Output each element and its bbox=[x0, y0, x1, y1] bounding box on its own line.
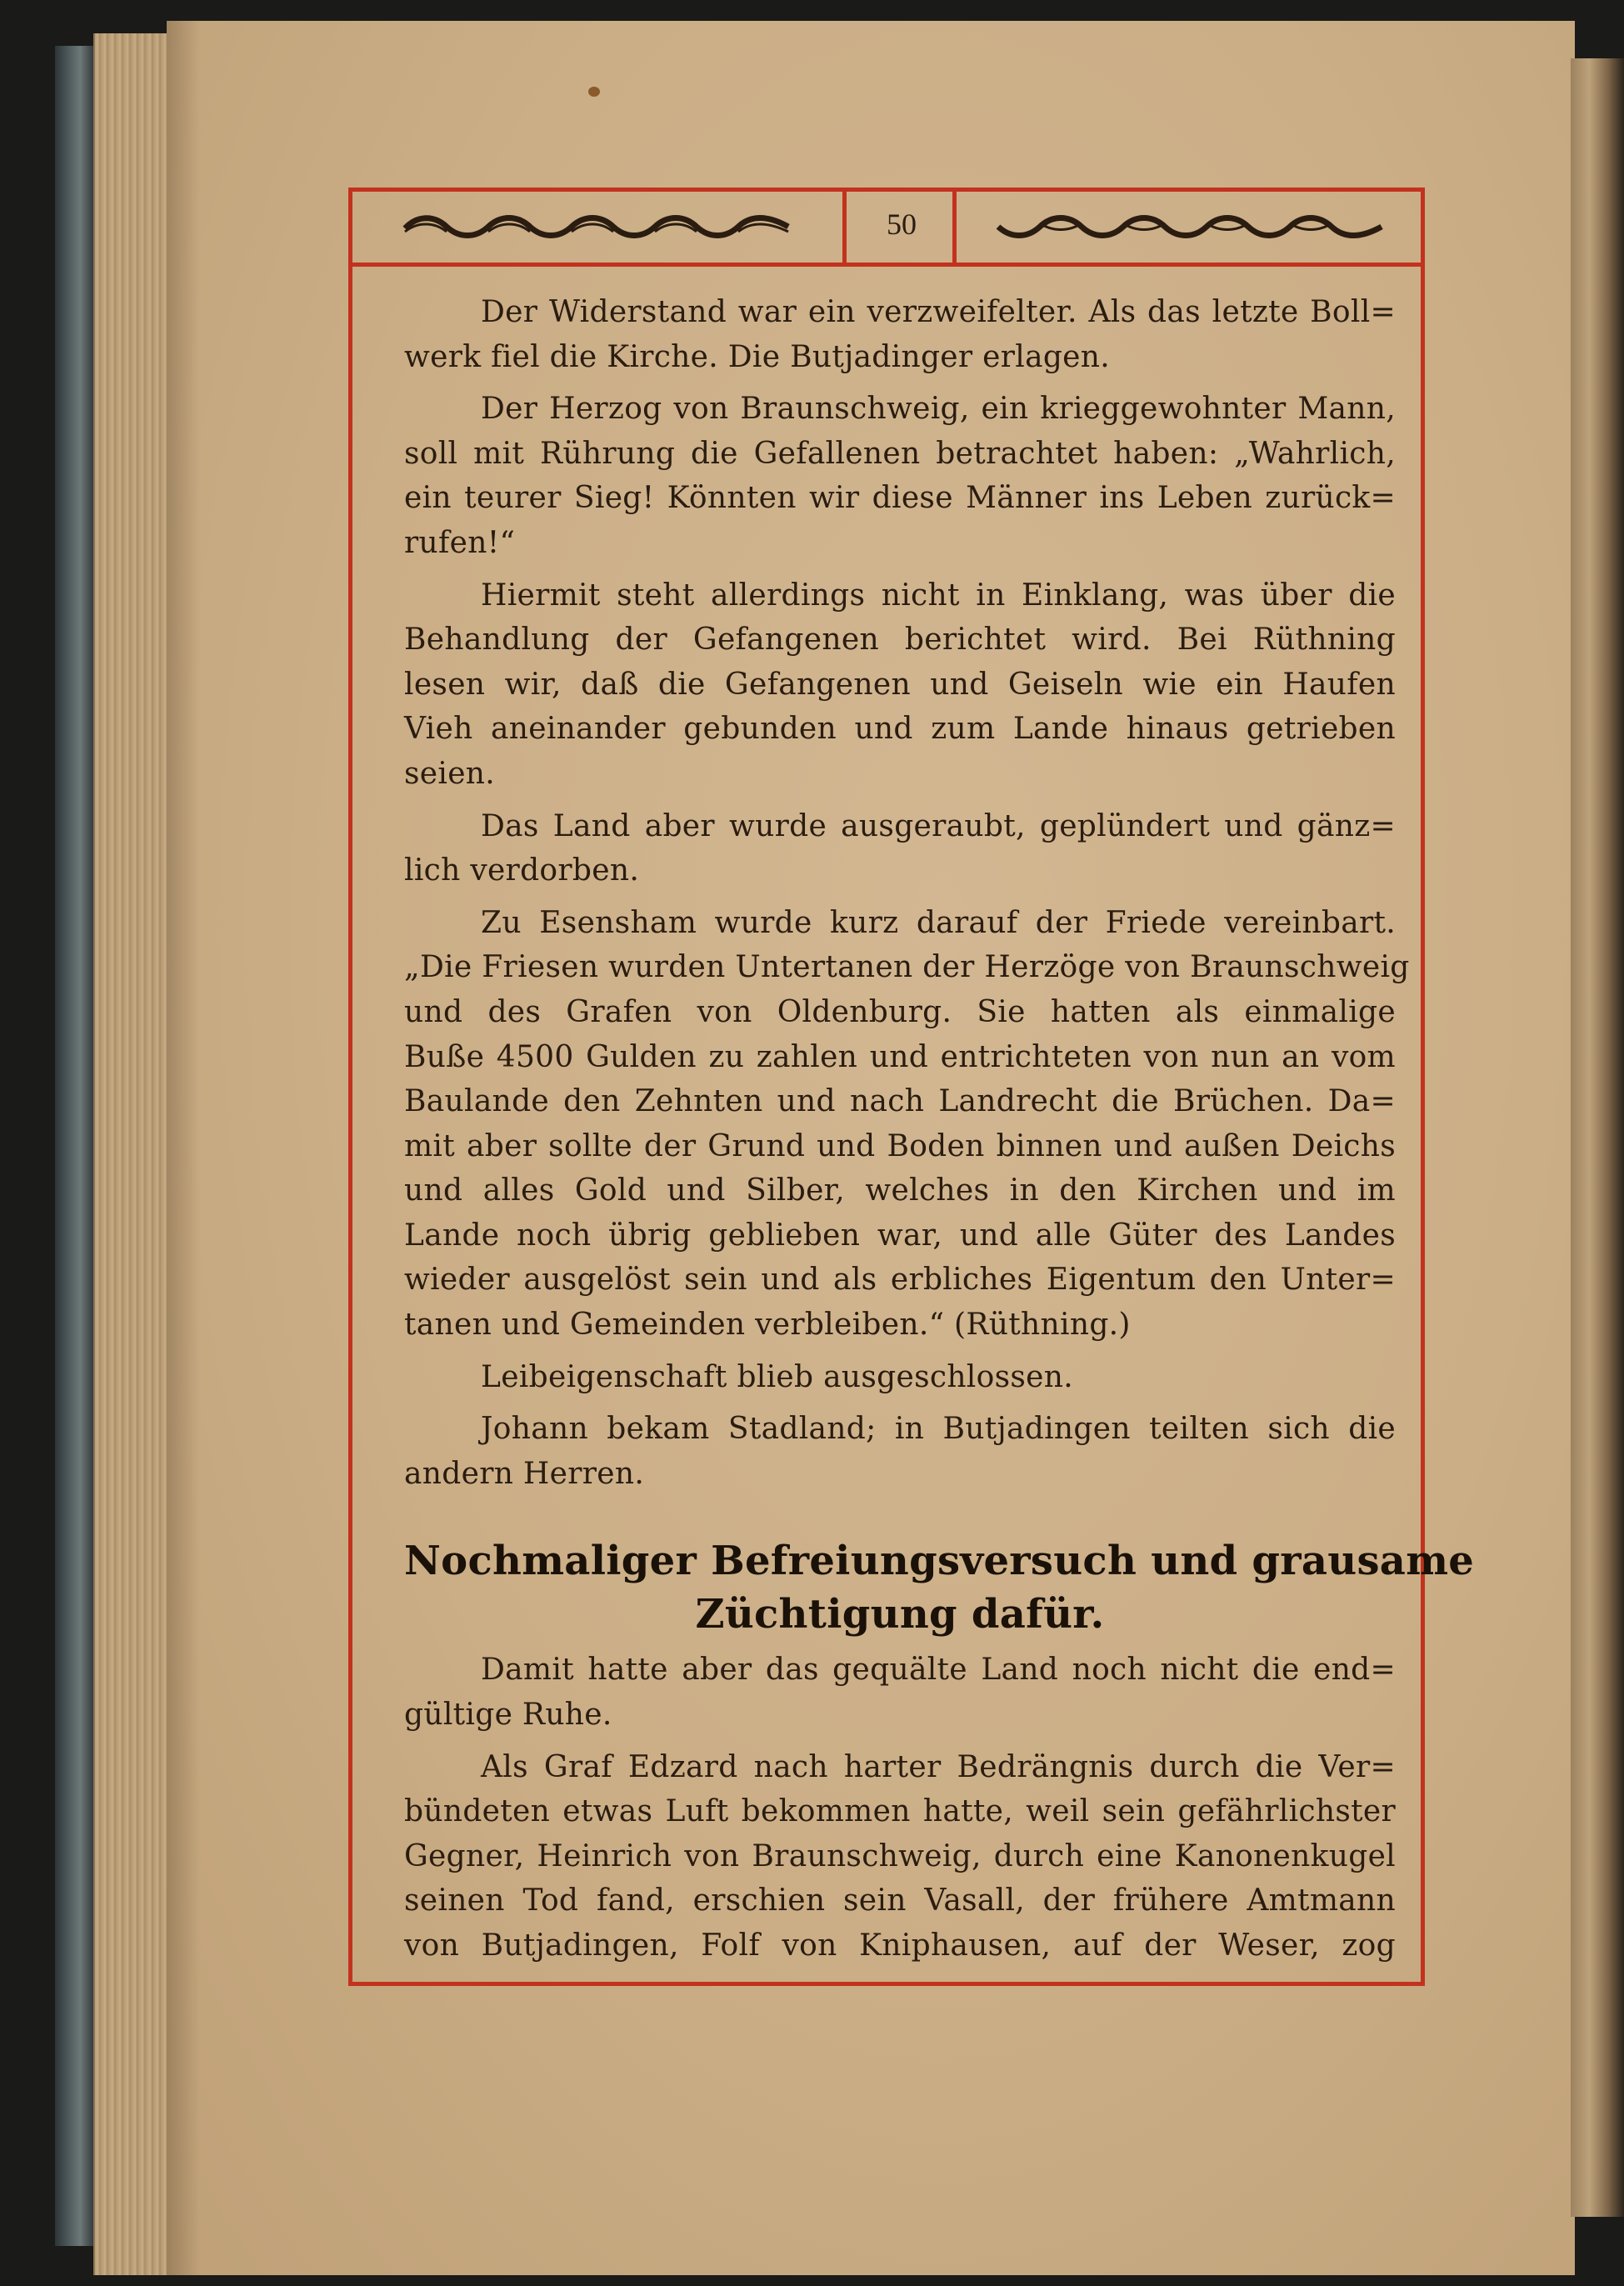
text-line: „Die Friesen wurden Untertanen der Herzöge von Braunschweig bbox=[404, 950, 1410, 985]
page-gutter-shadow bbox=[167, 21, 200, 2275]
text-line: soll mit Rührung die Gefallenen betrachtet haben: „Wahrlich, bbox=[404, 436, 1396, 471]
page-header bbox=[352, 192, 1421, 267]
text-line: Vieh aneinander gebunden und zum Lande hinaus getrieben bbox=[404, 712, 1396, 747]
text-line: tanen und Gemeinden verbleiben.“ (Rüthning.) bbox=[404, 1308, 1131, 1343]
text-line: lesen wir, daß die Gefangenen und Geiseln wie ein Haufen bbox=[404, 667, 1396, 702]
page-frame bbox=[348, 188, 1475, 1986]
text-line: Als Graf Edzard nach harter Bedrängnis durch die Ver= bbox=[481, 1749, 1396, 1784]
text-line: andern Herren. bbox=[404, 1456, 645, 1491]
header-divider-right bbox=[952, 192, 957, 263]
text-line: wieder ausgelöst sein und als erbliches Eigentum den Unter= bbox=[404, 1263, 1396, 1298]
paper-spot bbox=[588, 87, 600, 97]
text-line: seien. bbox=[404, 756, 496, 791]
text-line: Zu Esensham wurde kurz darauf der Friede vereinbart. bbox=[481, 905, 1396, 940]
text-line: bündeten etwas Luft bekommen hatte, weil sein gefährlichster bbox=[404, 1794, 1396, 1829]
right-ornament-icon bbox=[994, 210, 1386, 243]
text-line: Hiermit steht allerdings nicht in Einklang, was über die bbox=[481, 578, 1396, 613]
text-line: Behandlung der Gefangenen berichtet wird. Bei Rüthning bbox=[404, 623, 1396, 658]
text-line: Johann bekam Stadland; in Butjadingen teilten sich die bbox=[481, 1412, 1396, 1447]
section-heading: Nochmaliger Befreiungsversuch und grausame bbox=[404, 1538, 1475, 1585]
text-line: Leibeigenschaft blieb ausgeschlossen. bbox=[481, 1359, 1073, 1394]
text-line: Gegner, Heinrich von Braunschweig, durch eine Kanonenkugel bbox=[404, 1838, 1396, 1873]
text-line: von Butjadingen, Folf von Kniphausen, auf der Weser, zog bbox=[404, 1928, 1396, 1963]
text-line: Der Widerstand war ein verzweifelter. Als das letzte Boll= bbox=[481, 295, 1396, 329]
text-line: Damit hatte aber das gequälte Land noch nicht die end= bbox=[481, 1653, 1396, 1688]
left-ornament-icon bbox=[401, 210, 792, 243]
text-line: Das Land aber wurde ausgeraubt, geplündert und gänz= bbox=[481, 808, 1396, 843]
text-line: Baulande den Zehnten und nach Landrecht die Brüchen. Da= bbox=[404, 1084, 1396, 1119]
text-line: und des Grafen von Oldenburg. Sie hatten als einmalige bbox=[404, 994, 1396, 1029]
section-heading-cont: Züchtigung dafür. bbox=[695, 1591, 1105, 1638]
text-line: Lande noch übrig geblieben war, und alle Güter des Landes bbox=[404, 1218, 1396, 1253]
text-line: Der Herzog von Braunschweig, ein krieggewohnter Mann, bbox=[481, 392, 1396, 427]
text-line: gültige Ruhe. bbox=[404, 1698, 612, 1733]
text-line: mit aber sollte der Grund und Boden binnen und außen Deichs bbox=[404, 1128, 1396, 1163]
page-body bbox=[404, 290, 1475, 1968]
text-line: lich verdorben. bbox=[404, 853, 640, 888]
right-page-edge bbox=[1571, 58, 1624, 2217]
text-line: Buße 4500 Gulden zu zahlen und entrichteten von nun an vom bbox=[404, 1039, 1396, 1074]
text-line: rufen!“ bbox=[404, 525, 516, 560]
text-line: ein teurer Sieg! Könnten wir diese Männer ins Leben zurück= bbox=[404, 481, 1396, 516]
text-line: werk fiel die Kirche. Die Butjadinger erlagen. bbox=[404, 339, 1111, 374]
page-number: 50 bbox=[887, 208, 917, 241]
text-line: seinen Tod fand, erschien sein Vasall, der frühere Amtmann bbox=[404, 1883, 1396, 1918]
text-line: und alles Gold und Silber, welches in den Kirchen und im bbox=[404, 1173, 1396, 1208]
